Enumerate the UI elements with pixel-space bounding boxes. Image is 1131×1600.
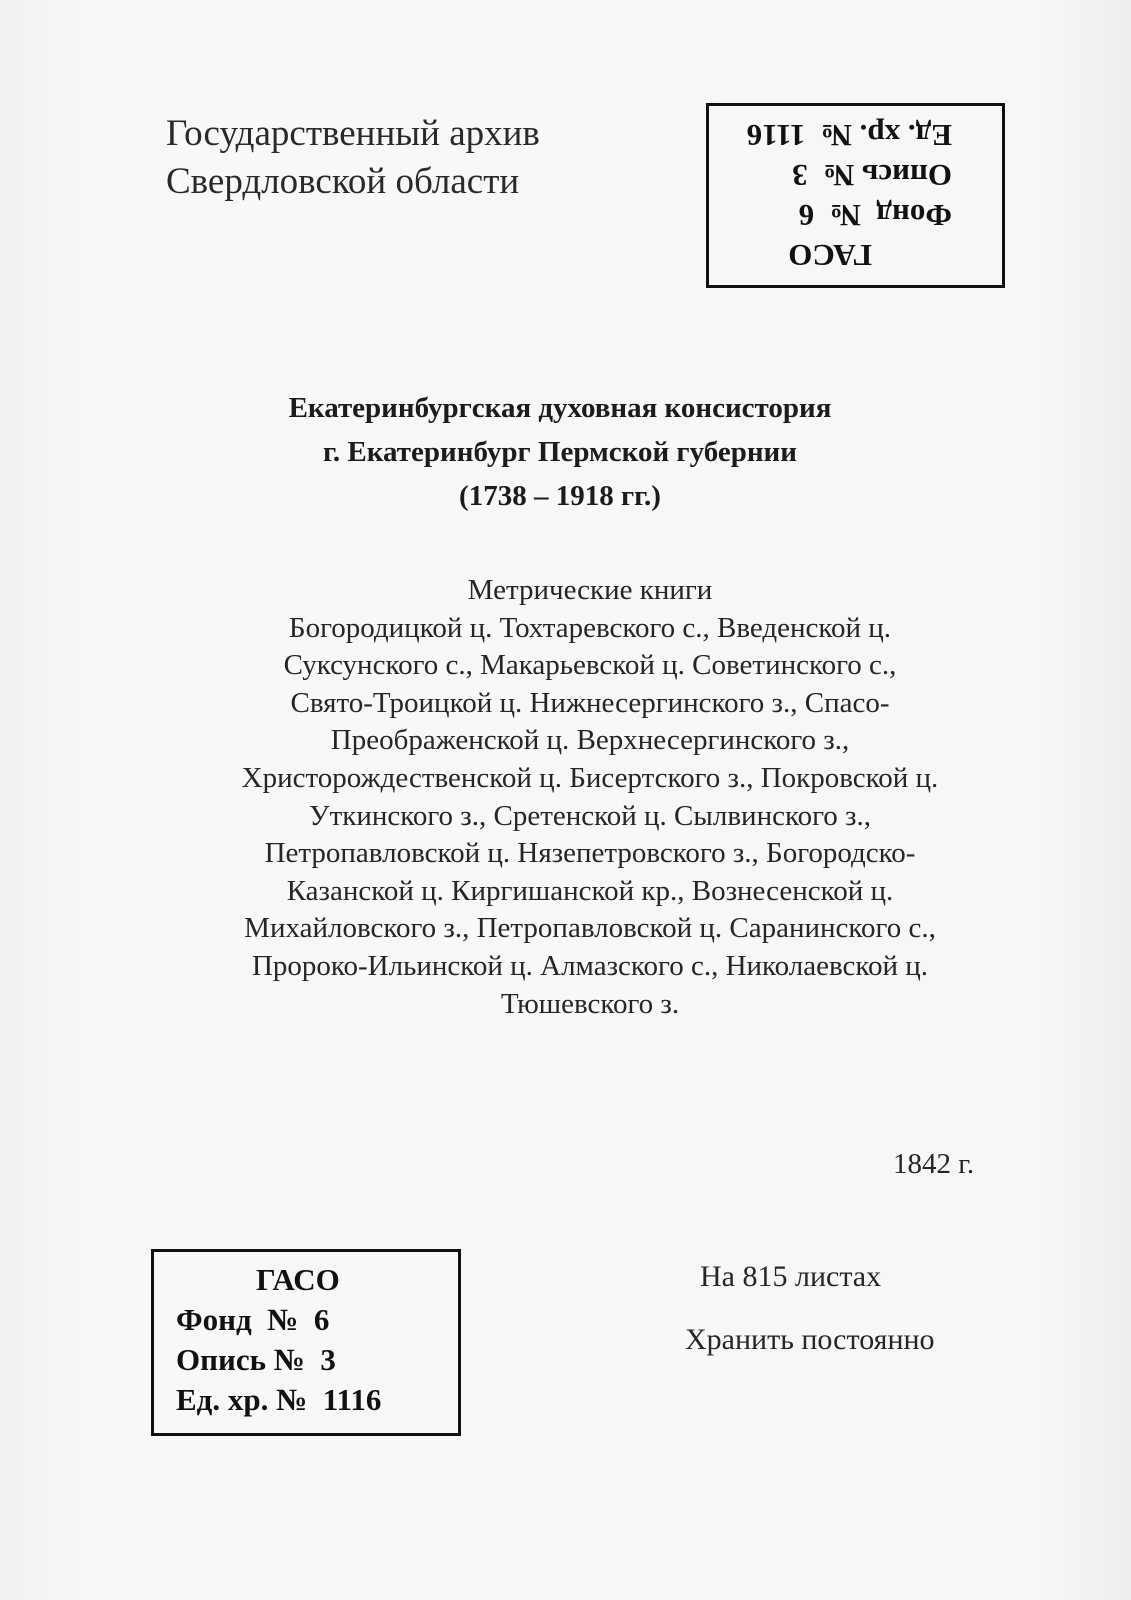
books-line: Богородицкой ц. Тохтаревского с., Введенской ц.	[288, 611, 892, 644]
stamp-unit: Ед. хр. № 1116	[176, 1382, 382, 1417]
books-line: Пророко-Ильинской ц. Алмазского с., Николаевской ц.	[251, 949, 929, 982]
books-line: Преображенской ц. Верхнесергинского з.,	[330, 724, 850, 757]
archive-name-line: Государственный архив	[166, 113, 540, 154]
storage-term: Хранить постоянно	[685, 1323, 935, 1356]
stamp-fond: Фонд № 6	[176, 1302, 330, 1337]
stamp-archive-code: ГАСО	[256, 1262, 340, 1297]
books-line: Казанской ц. Киргишанской кр., Вознесенской ц.	[286, 874, 894, 907]
books-line: Уткинского з., Сретенской ц. Сылвинского з.,	[309, 799, 871, 832]
books-title: Метрические книги	[467, 574, 713, 606]
record-year: 1842 г.	[893, 1148, 975, 1180]
consistory-location: г. Екатеринбург Пермской губернии	[323, 436, 797, 468]
archive-name-line: Свердловской области	[166, 161, 520, 202]
stamp-archive-code: ГАСО	[788, 238, 872, 273]
stamp-opis: Опись № 3	[792, 158, 952, 193]
archive-name	[166, 110, 540, 206]
consistory-name: Екатеринбургская духовная консистория	[288, 392, 832, 424]
consistory-dates: (1738 – 1918 гг.)	[459, 480, 661, 512]
consistory-heading	[150, 386, 970, 518]
archive-stamp	[151, 1249, 461, 1436]
books-line: Свято-Троицкой ц. Нижнесергинского з., Спасо-	[290, 686, 890, 719]
metric-books-description	[150, 572, 1030, 1023]
archive-stamp-upside-down	[706, 103, 1005, 288]
stamp-opis: Опись № 3	[176, 1342, 336, 1377]
books-line: Петропавловской ц. Нязепетровского з., Богородско-	[264, 837, 916, 870]
sheet-count: На 815 листах	[700, 1260, 882, 1293]
books-line: Суксунского с., Макарьевской ц. Советинского с.,	[283, 649, 897, 682]
books-line: Тюшевского з.	[500, 987, 680, 1020]
stamp-unit: Ед. хр. № 1116	[746, 118, 952, 153]
stamp-fond: Фонд № 6	[798, 198, 952, 233]
books-line: Христорождественской ц. Бисертского з., Покровской ц.	[241, 761, 939, 794]
books-line: Михайловского з., Петропавловской ц. Саранинского с.,	[244, 912, 936, 945]
